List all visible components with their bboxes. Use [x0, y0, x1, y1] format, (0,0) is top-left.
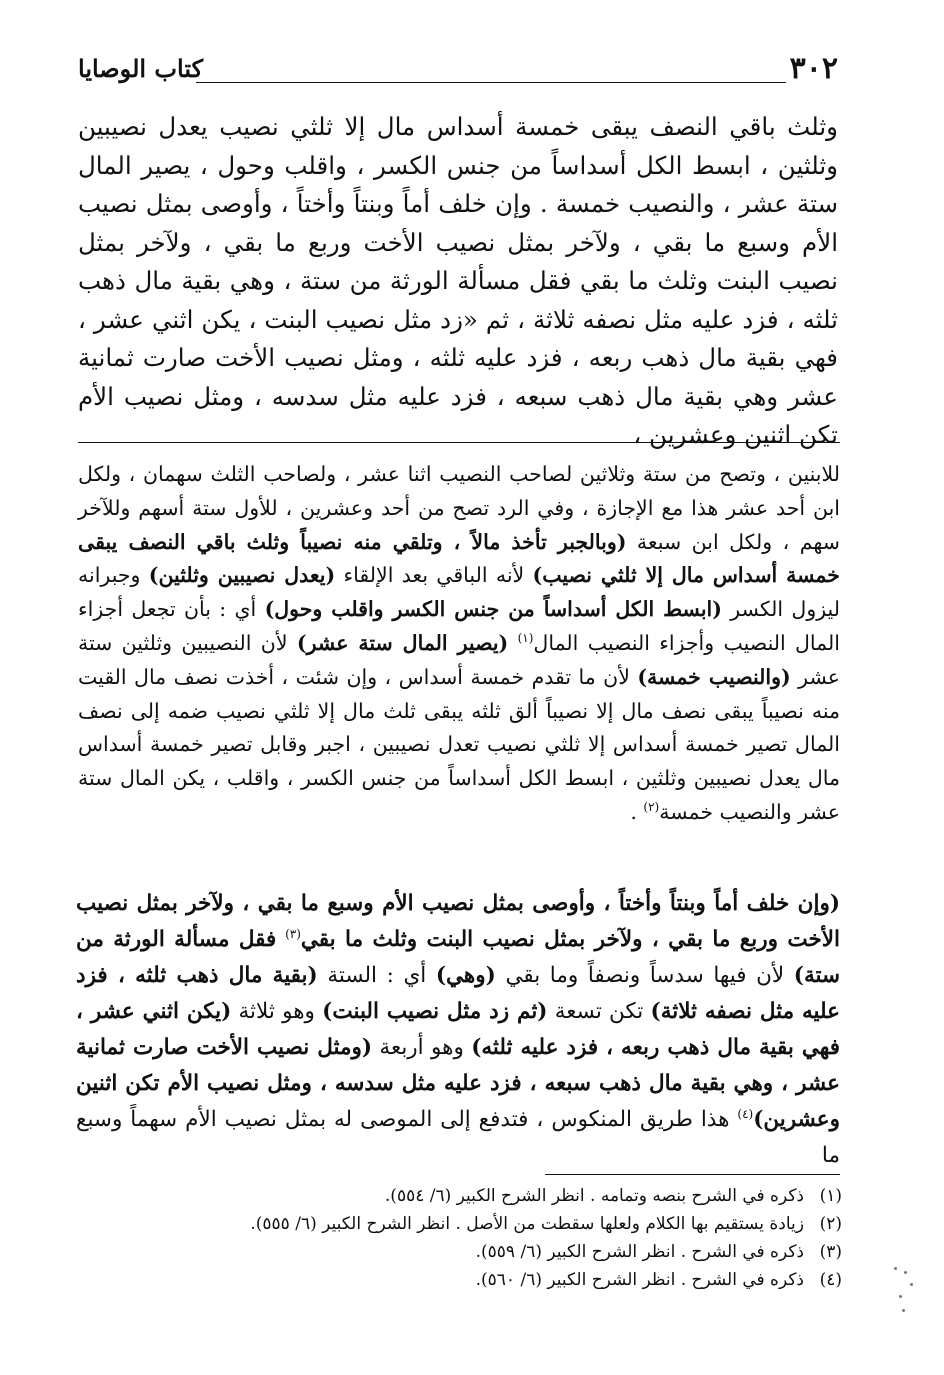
footnote-number: (٤)	[819, 1270, 842, 1290]
scan-speck-marks	[890, 1265, 916, 1325]
commentary-text: وجبرانه ليزول الكسر	[78, 563, 840, 622]
page-header	[78, 52, 838, 86]
commentary-text: لأن ما تقدم خمسة أسداس ، وإن شئت ، أخذت نصف مال القيت منه نصيباً يبقى نصف مال إلا نصيباً ألق ثلثه يبقى ثلث مال إلا ثلثي نصيب ضمه إلى نصف المال تصير خمسة أسداس إلا ثلثي نصيب تعدل نصيبين ، اجبر وقابل تصير خمسة أسداس مال يعدل نصيبين وثلثين ، ابسط الكل أسداساً من جنس الكسر ، واقلب ، يكن المال ستة عشر والنصيب خمسة	[78, 664, 840, 824]
footnote-text: ذكره في الشرح . انظر الشرح الكبير (٦/ ٥٥٩).	[475, 1242, 804, 1262]
commentary-paragraph-1	[78, 458, 840, 830]
commentary-text: لأن النصيبين وثلثين ستة عشر	[78, 630, 840, 689]
page-number: ٣٠٢	[789, 51, 838, 86]
commentary-text: لأنه الباقي بعد الإلقاء	[343, 563, 525, 588]
footnote-divider	[545, 1174, 840, 1175]
footnote-marker[interactable]: (٢)	[643, 800, 660, 815]
quoted-matn: (وإن خلف أماً وبنتاً وأختاً ، وأوصى بمثل نصيب الأم وسبع ما بقي ، ولآخر بمثل نصيب الأخت وربع ما بقي ، ولآخر بمثل نصيب البنت وثلث ما بقي	[76, 891, 840, 952]
footnote-text: ذكره في الشرح بنصه وتمامه . انظر الشرح الكبير (٦/ ٥٥٤).	[384, 1186, 804, 1206]
footnote-text: ذكره في الشرح . انظر الشرح الكبير (٦/ ٥٦٠).	[475, 1270, 804, 1290]
footnote-marker[interactable]: (٤)	[737, 1106, 754, 1121]
footnote-text: زيادة يستقيم بها الكلام ولعلها سقطت من الأصل . انظر الشرح الكبير (٦/ ٥٥٥).	[250, 1214, 804, 1234]
quoted-matn: (وهي)	[435, 963, 496, 988]
quoted-matn: (يصير المال ستة عشر)	[296, 630, 509, 655]
quoted-matn: (ثم زد مثل نصيب البنت)	[322, 999, 548, 1024]
quoted-matn: (بقية مال ذهب ثلثه ، فزد عليه مثل نصفه ثلاثة)	[76, 963, 840, 1024]
footnote-number: (٣)	[819, 1242, 842, 1262]
commentary-text: أي : بأن تجعل أجزاء المال النصيب وأجزاء النصيب المال	[78, 597, 840, 655]
header-rule	[196, 82, 786, 83]
footnote-item	[250, 1238, 842, 1266]
running-title: كتاب الوصايا	[78, 54, 203, 83]
quoted-matn: فقل مسألة الورثة من ستة)	[76, 927, 840, 988]
footnote-item	[250, 1210, 842, 1238]
quoted-matn: (وبالجبر تأخذ مالاً ، وتلقي منه نصيباً وثلث باقي النصف يبقى خمسة أسداس مال إلا ثلثي نصيب)	[78, 529, 840, 588]
quoted-matn: (ومثل نصيب الأخت صارت ثمانية عشر ، وهي بقية مال ذهب سبعه ، فزد عليه مثل سدسه ، ومثل نصيب الأم تكن اثنين وعشرين)	[76, 1035, 840, 1132]
commentary-text: هذا طريق المنكوس ، فتدفع إلى الموصى له بمثل نصيب الأم سهماً وسبع ما	[76, 1107, 840, 1168]
commentary-text: .	[630, 799, 637, 824]
commentary-paragraph-2	[76, 886, 840, 1174]
footnote-number: (١)	[819, 1186, 842, 1206]
commentary-text: أي : الستة	[327, 963, 427, 988]
quoted-matn: (يكن اثني عشر ، فهي بقية مال ذهب ربعه ، فزد عليه ثلثه)	[76, 999, 840, 1060]
footnote-marker[interactable]: (٣)	[285, 926, 301, 941]
quoted-matn: (والنصيب خمسة)	[637, 664, 791, 689]
footnotes	[250, 1182, 842, 1294]
main-matn-text: وثلث باقي النصف يبقى خمسة أسداس مال إلا ثلثي نصيب يعدل نصيبين وثلثين ، ابسط الكل أسداساً من جنس الكسر ، واقلب وحول ، يصير المال ستة عشر ، والنصيب خمسة . وإن خلف أماً وبنتاً وأختاً ، وأوصى بمثل نصيب الأم وسبع ما بقي ، ولآخر بمثل نصيب الأخت وربع ما بقي ، ولآخر بمثل نصيب البنت وثلث ما بقي فقل مسألة الورثة من ستة ، وهي بقية مال ذهب ثلثه ، فزد عليه مثل نصفه ثلاثة ، ثم «زد مثل نصيب البنت ، يكن اثني عشر ، فهي بقية مال ذهب ربعه ، فزد عليه ثلثه ، ومثل نصيب الأخت صارت ثمانية عشر وهي بقية مال ذهب سبعه ، فزد عليه مثل سدسه ، ومثل نصيب الأم تكن اثنين وعشرين ،	[78, 112, 838, 449]
quoted-matn: (يعدل نصيبين وثلثين)	[148, 563, 336, 588]
footnote-item	[250, 1182, 842, 1210]
commentary-text: تكن تسعة	[554, 999, 644, 1024]
footnote-number: (٢)	[819, 1214, 842, 1234]
footnote-item	[250, 1266, 842, 1294]
commentary-text: للابنين ، وتصح من ستة وثلاثين لصاحب النصيب اثنا عشر ، ولصاحب الثلث سهمان ، ولكل ابن أحد عشر هذا مع الإجازة ، وفي الرد تصح من أحد وعشرين ، للأول ستة أسهم وللآخر سهم ، ولكل ابن سبعة	[78, 462, 840, 554]
footnote-marker[interactable]: (١)	[517, 631, 534, 646]
commentary-text: وهو ثلاثة	[238, 999, 315, 1024]
main-text-divider	[78, 442, 840, 443]
commentary-text: وهو أربعة	[379, 1035, 464, 1060]
quoted-matn: (ابسط الكل أسداساً من جنس الكسر واقلب وحول)	[264, 597, 722, 622]
commentary-text: لأن فيها سدساً ونصفاً وما بقي	[505, 963, 785, 988]
